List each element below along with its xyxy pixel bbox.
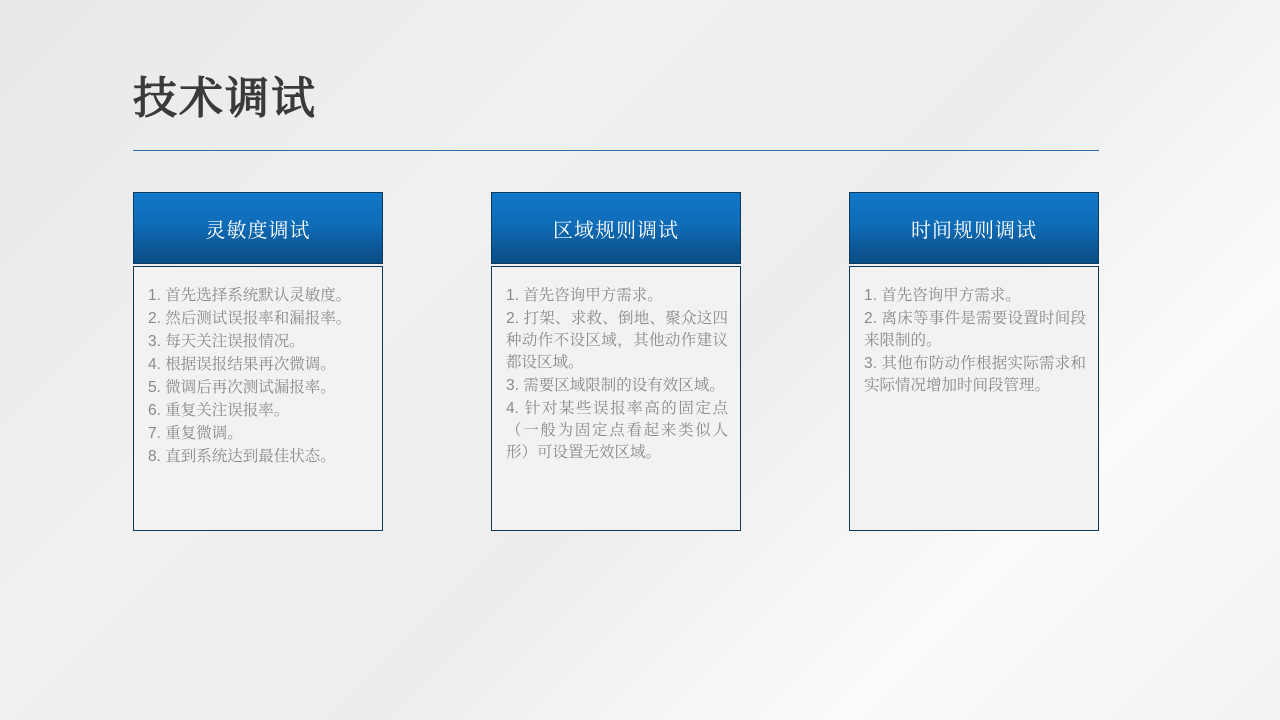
card-body — [133, 266, 383, 531]
list-item: 2. 打架、求救、倒地、聚众这四种动作不设区域，其他动作建议都设区域。 — [506, 310, 728, 371]
card-sensitivity — [133, 192, 383, 531]
card-body — [491, 266, 741, 531]
list-item: 7. 重复微调。 — [148, 425, 243, 442]
card-list — [506, 285, 728, 464]
list-item: 4. 针对某些误报率高的固定点（一般为固定点看起来类似人形）可设置无效区域。 — [506, 400, 728, 461]
list-item: 3. 需要区域限制的设有效区域。 — [506, 377, 725, 394]
page-title: 技术调试 — [133, 74, 317, 123]
card-header: 区域规则调试 — [491, 192, 741, 264]
card-area-rules — [491, 192, 741, 531]
cards-container — [133, 192, 1099, 532]
list-item: 1. 首先选择系统默认灵敏度。 — [148, 287, 352, 304]
list-item: 3. 其他布防动作根据实际需求和实际情况增加时间段管理。 — [864, 355, 1086, 394]
list-item: 6. 重复关注误报率。 — [148, 402, 290, 419]
list-item: 1. 首先咨询甲方需求。 — [506, 287, 663, 304]
list-item: 5. 微调后再次测试漏报率。 — [148, 379, 336, 396]
list-item: 4. 根据误报结果再次微调。 — [148, 356, 336, 373]
list-item: 3. 每天关注误报情况。 — [148, 333, 305, 350]
card-header: 时间规则调试 — [849, 192, 1099, 264]
card-header: 灵敏度调试 — [133, 192, 383, 264]
list-item: 2. 然后测试误报率和漏报率。 — [148, 310, 352, 327]
title-divider — [133, 150, 1099, 151]
list-item: 1. 首先咨询甲方需求。 — [864, 287, 1021, 304]
card-body — [849, 266, 1099, 531]
list-item: 2. 离床等事件是需要设置时间段来限制的。 — [864, 310, 1086, 349]
card-list — [148, 285, 370, 468]
card-list — [864, 285, 1086, 397]
list-item: 8. 直到系统达到最佳状态。 — [148, 448, 336, 465]
card-time-rules — [849, 192, 1099, 531]
